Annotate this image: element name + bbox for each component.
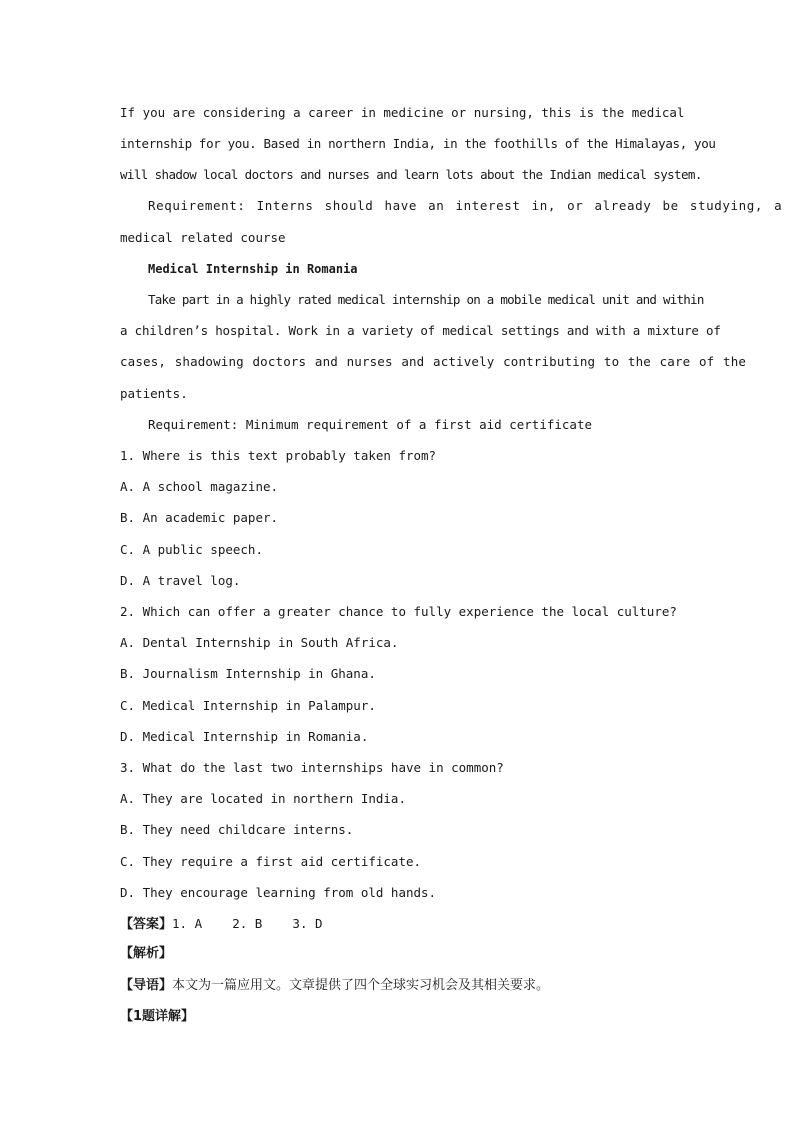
- answer-value: 1. A 2. B 3. D: [172, 916, 323, 931]
- question-2-option-a: A. Dental Internship in South Africa.: [120, 635, 399, 650]
- requirement-1-line1: Requirement: Interns should have an interest in, or already be studying, a: [148, 198, 783, 213]
- requirement-1-line2: medical related course: [120, 230, 286, 245]
- question-2-option-b: B. Journalism Internship in Ghana.: [120, 666, 376, 681]
- question-2-option-d: D. Medical Internship in Romania.: [120, 729, 369, 744]
- question-3-option-b: B. They need childcare interns.: [120, 822, 354, 837]
- passage-p2-line2: a children’s hospital. Work in a variety of medical settings and with a mixture of: [120, 323, 721, 338]
- question-1-stem: 1. Where is this text probably taken from?: [120, 448, 437, 463]
- answer-label: 【答案】: [120, 917, 173, 932]
- question-3-stem: 3. What do the last two internships have in common?: [120, 760, 504, 775]
- question-1-option-a: A. A school magazine.: [120, 479, 279, 494]
- passage-p1-line3: will shadow local doctors and nurses and learn lots about the Indian medical system.: [120, 167, 702, 182]
- question-3-option-d: D. They encourage learning from old hands.: [120, 885, 437, 900]
- passage-p2-line4: patients.: [120, 386, 188, 401]
- passage-p2-line1: Take part in a highly rated medical internship on a mobile medical unit and within: [148, 292, 704, 307]
- guide-line: [120, 977, 549, 994]
- question-3-option-a: A. They are located in northern India.: [120, 791, 406, 806]
- question-2-stem: 2. Which can offer a greater chance to fully experience the local culture?: [120, 604, 677, 619]
- guide-text: 本文为一篇应用文。文章提供了四个全球实习机会及其相关要求。: [172, 978, 550, 993]
- passage-text: If you are considering a career in medicine or nursing, this is the medical: [120, 105, 685, 120]
- passage-p1-line1: [120, 105, 685, 121]
- guide-label: 【导语】: [120, 978, 173, 993]
- analysis-label: 【解析】: [120, 946, 173, 961]
- question-1-option-b: B. An academic paper.: [120, 510, 279, 525]
- question-1-option-d: D. A travel log.: [120, 573, 241, 588]
- requirement-2: Requirement: Minimum requirement of a first aid certificate: [148, 417, 593, 432]
- passage-p1-line2: internship for you. Based in northern India, in the foothills of the Himalayas, you: [120, 136, 716, 151]
- question-3-option-c: C. They require a first aid certificate.: [120, 854, 422, 869]
- question-1-detail-label: 【1题详解】: [120, 1009, 195, 1024]
- section-heading-romania: Medical Internship in Romania: [148, 262, 358, 276]
- question-2-option-c: C. Medical Internship in Palampur.: [120, 698, 376, 713]
- answer-line: [120, 916, 323, 933]
- passage-p2-line3: cases, shadowing doctors and nurses and actively contributing to the care of the: [120, 354, 747, 369]
- question-1-option-c: C. A public speech.: [120, 542, 263, 557]
